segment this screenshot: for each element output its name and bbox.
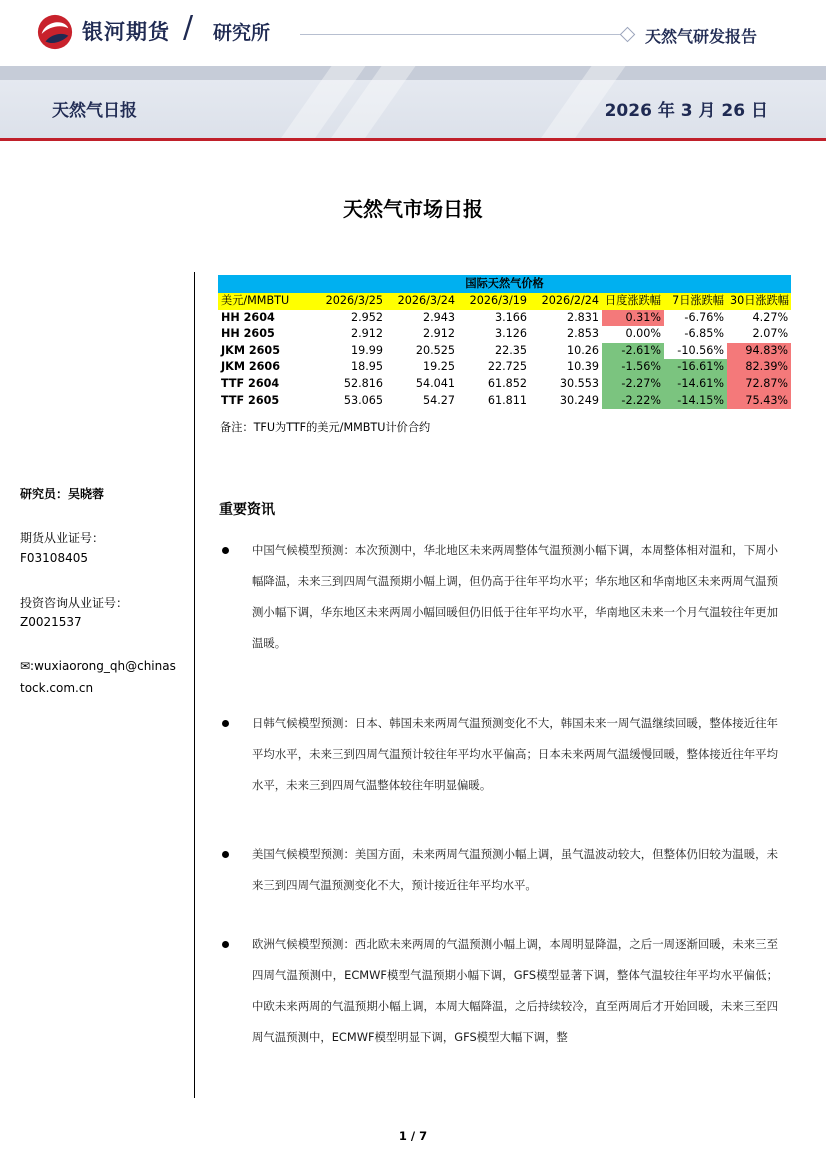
weekly-change-cell: -16.61% [664, 359, 727, 376]
contract-name: HH 2605 [221, 327, 275, 341]
news-item-europe: 欧洲气候模型预测：西北欧未来两周的气温预测小幅上调，本周明显降温，之后一周逐渐回暖，未来三至四周气温预测中，ECMWF模型气温预期小幅下调，GFS模型显著下调，整体气温较往年平均水平偏低；中欧未来两周的气温预期小幅上调，本周大幅降温，之后持续较冷，直至两周后才开始回暖，未来三至四周气温预测中，ECMWF模型明显下调，GFS模型大幅下调，整 [252, 937, 778, 1044]
contract-name: JKM 2606 [221, 360, 280, 374]
bullet-icon [222, 851, 229, 858]
consult-number: Z0021537 [20, 615, 82, 629]
monthly-change-cell: 4.27% [752, 310, 789, 324]
daily-change-cell: -1.56% [602, 359, 664, 376]
table-header-row [218, 293, 791, 310]
monthly-change-cell: 82.39% [727, 359, 791, 376]
news-item-japan-korea: 日韩气候模型预测：日本、韩国未来两周气温预测变化不大，韩国未来一周气温继续回暖，整体接近往年平均水平，未来三到四周气温预计较往年平均水平偏高；日本未来两周气温缓慢回暖，整体接近往年平均水平，未来三到四周气温整体较往年明显偏暖。 [252, 716, 778, 792]
license-label: 期货从业证号： [20, 531, 105, 545]
band-title: 天然气日报 [52, 101, 137, 121]
table-row [218, 359, 791, 376]
price-cell: 3.126 [494, 327, 527, 341]
price-cell: 30.249 [559, 393, 599, 407]
news-item-us: 美国气候模型预测：美国方面，未来两周气温预测小幅上调，虽气温波动较大，但整体仍旧较为温暖，未来三到四周气温预测变化不大，预计接近往年平均水平。 [252, 847, 778, 892]
table-row [218, 393, 791, 410]
weekly-change-cell: -14.15% [664, 393, 727, 410]
price-cell: 61.852 [487, 376, 527, 390]
table-row [218, 343, 791, 360]
price-cell: 20.525 [415, 343, 455, 357]
monthly-change-cell: 75.43% [727, 393, 791, 410]
daily-change-cell: 0.00% [625, 327, 661, 341]
price-cell: 2.853 [566, 327, 599, 341]
column-header: 日度涨跌幅 [602, 293, 664, 310]
title-band [0, 66, 826, 138]
table-row [218, 310, 791, 327]
price-cell: 54.27 [422, 393, 455, 407]
weekly-change-cell: -10.56% [677, 343, 724, 357]
contract-name: HH 2604 [221, 310, 275, 324]
price-cell: 2.943 [422, 310, 455, 324]
email-line-2[interactable]: tock.com.cn [20, 681, 94, 695]
price-cell: 22.725 [487, 360, 527, 374]
section-title: 重要资讯 [219, 502, 275, 518]
table-row [218, 326, 791, 343]
bullet-icon [222, 720, 229, 727]
header-red-rule [0, 138, 826, 141]
weekly-change-cell: -6.85% [684, 327, 724, 341]
table-note: 备注：TFU为TTF的美元/MMBTU计价合约 [220, 421, 431, 434]
email-line-1[interactable]: ✉:wuxiaorong_qh@chinas [20, 659, 176, 673]
page-header [0, 0, 826, 62]
table-caption-row [218, 275, 791, 293]
price-cell: 61.811 [487, 393, 527, 407]
table-row [218, 376, 791, 393]
monthly-change-cell: 72.87% [727, 376, 791, 393]
price-cell: 54.041 [415, 376, 455, 390]
column-header: 2026/3/25 [314, 293, 386, 310]
contract-name: JKM 2605 [221, 343, 280, 357]
brand-name: 银河期货 [82, 20, 170, 44]
price-cell: 22.35 [494, 343, 527, 357]
price-cell: 2.912 [350, 327, 383, 341]
price-cell: 10.39 [566, 360, 599, 374]
price-cell: 2.831 [566, 310, 599, 324]
column-header: 2026/2/24 [530, 293, 602, 310]
daily-change-cell: -2.22% [602, 393, 664, 410]
price-cell: 30.553 [559, 376, 599, 390]
license-number: F03108405 [20, 551, 88, 565]
diamond-icon [620, 27, 636, 43]
page-number: 1 / 7 [398, 1129, 428, 1143]
contract-name: TTF 2604 [221, 376, 280, 390]
bullet-icon [222, 547, 229, 554]
report-type: 天然气研发报告 [645, 27, 758, 46]
price-cell: 10.26 [566, 343, 599, 357]
sidebar-divider [194, 272, 195, 1098]
price-cell: 19.99 [350, 343, 383, 357]
price-cell: 19.25 [422, 360, 455, 374]
column-header: 7日涨跌幅 [664, 293, 727, 310]
daily-change-cell: 0.31% [602, 310, 664, 327]
daily-change-cell: -2.27% [602, 376, 664, 393]
daily-change-cell: -2.61% [602, 343, 664, 360]
table-caption: 国际天然气价格 [218, 275, 791, 293]
monthly-change-cell: 2.07% [752, 327, 789, 341]
bullet-icon [222, 941, 229, 948]
department-name: 研究所 [213, 22, 271, 44]
weekly-change-cell: -6.76% [684, 310, 724, 324]
column-header: 美元/MMBTU [218, 293, 314, 310]
price-cell: 2.952 [350, 310, 383, 324]
document-title: 天然气市场日报 [343, 197, 483, 221]
column-header: 2026/3/24 [386, 293, 458, 310]
column-header: 2026/3/19 [458, 293, 530, 310]
monthly-change-cell: 94.83% [727, 343, 791, 360]
header-rule [300, 34, 624, 35]
weekly-change-cell: -14.61% [664, 376, 727, 393]
price-cell: 52.816 [343, 376, 383, 390]
price-cell: 18.95 [350, 360, 383, 374]
consult-label: 投资咨询从业证号： [20, 596, 129, 610]
gas-price-table [218, 275, 791, 409]
price-cell: 2.912 [422, 327, 455, 341]
header-divider: / [183, 10, 194, 45]
news-item-china: 中国气候模型预测：本次预测中，华北地区未来两周整体气温预测小幅下调，本周整体相对温和，下周小幅降温，未来三到四周气温预期小幅上调，但仍高于往年平均水平；华东地区和华南地区未来两周气温预测小幅下调，华东地区未来两周小幅回暖但仍旧低于往年平均水平，华南地区未来一个月气温较往年更加温暖。 [252, 543, 778, 650]
contract-name: TTF 2605 [221, 393, 280, 407]
price-cell: 53.065 [343, 393, 383, 407]
price-cell: 3.166 [494, 310, 527, 324]
column-header: 30日涨跌幅 [727, 293, 791, 310]
report-date: 2026 年 3 月 26 日 [604, 101, 768, 121]
researcher-name: 研究员：吴晓蓉 [20, 487, 105, 501]
galaxy-logo-icon [36, 13, 74, 51]
